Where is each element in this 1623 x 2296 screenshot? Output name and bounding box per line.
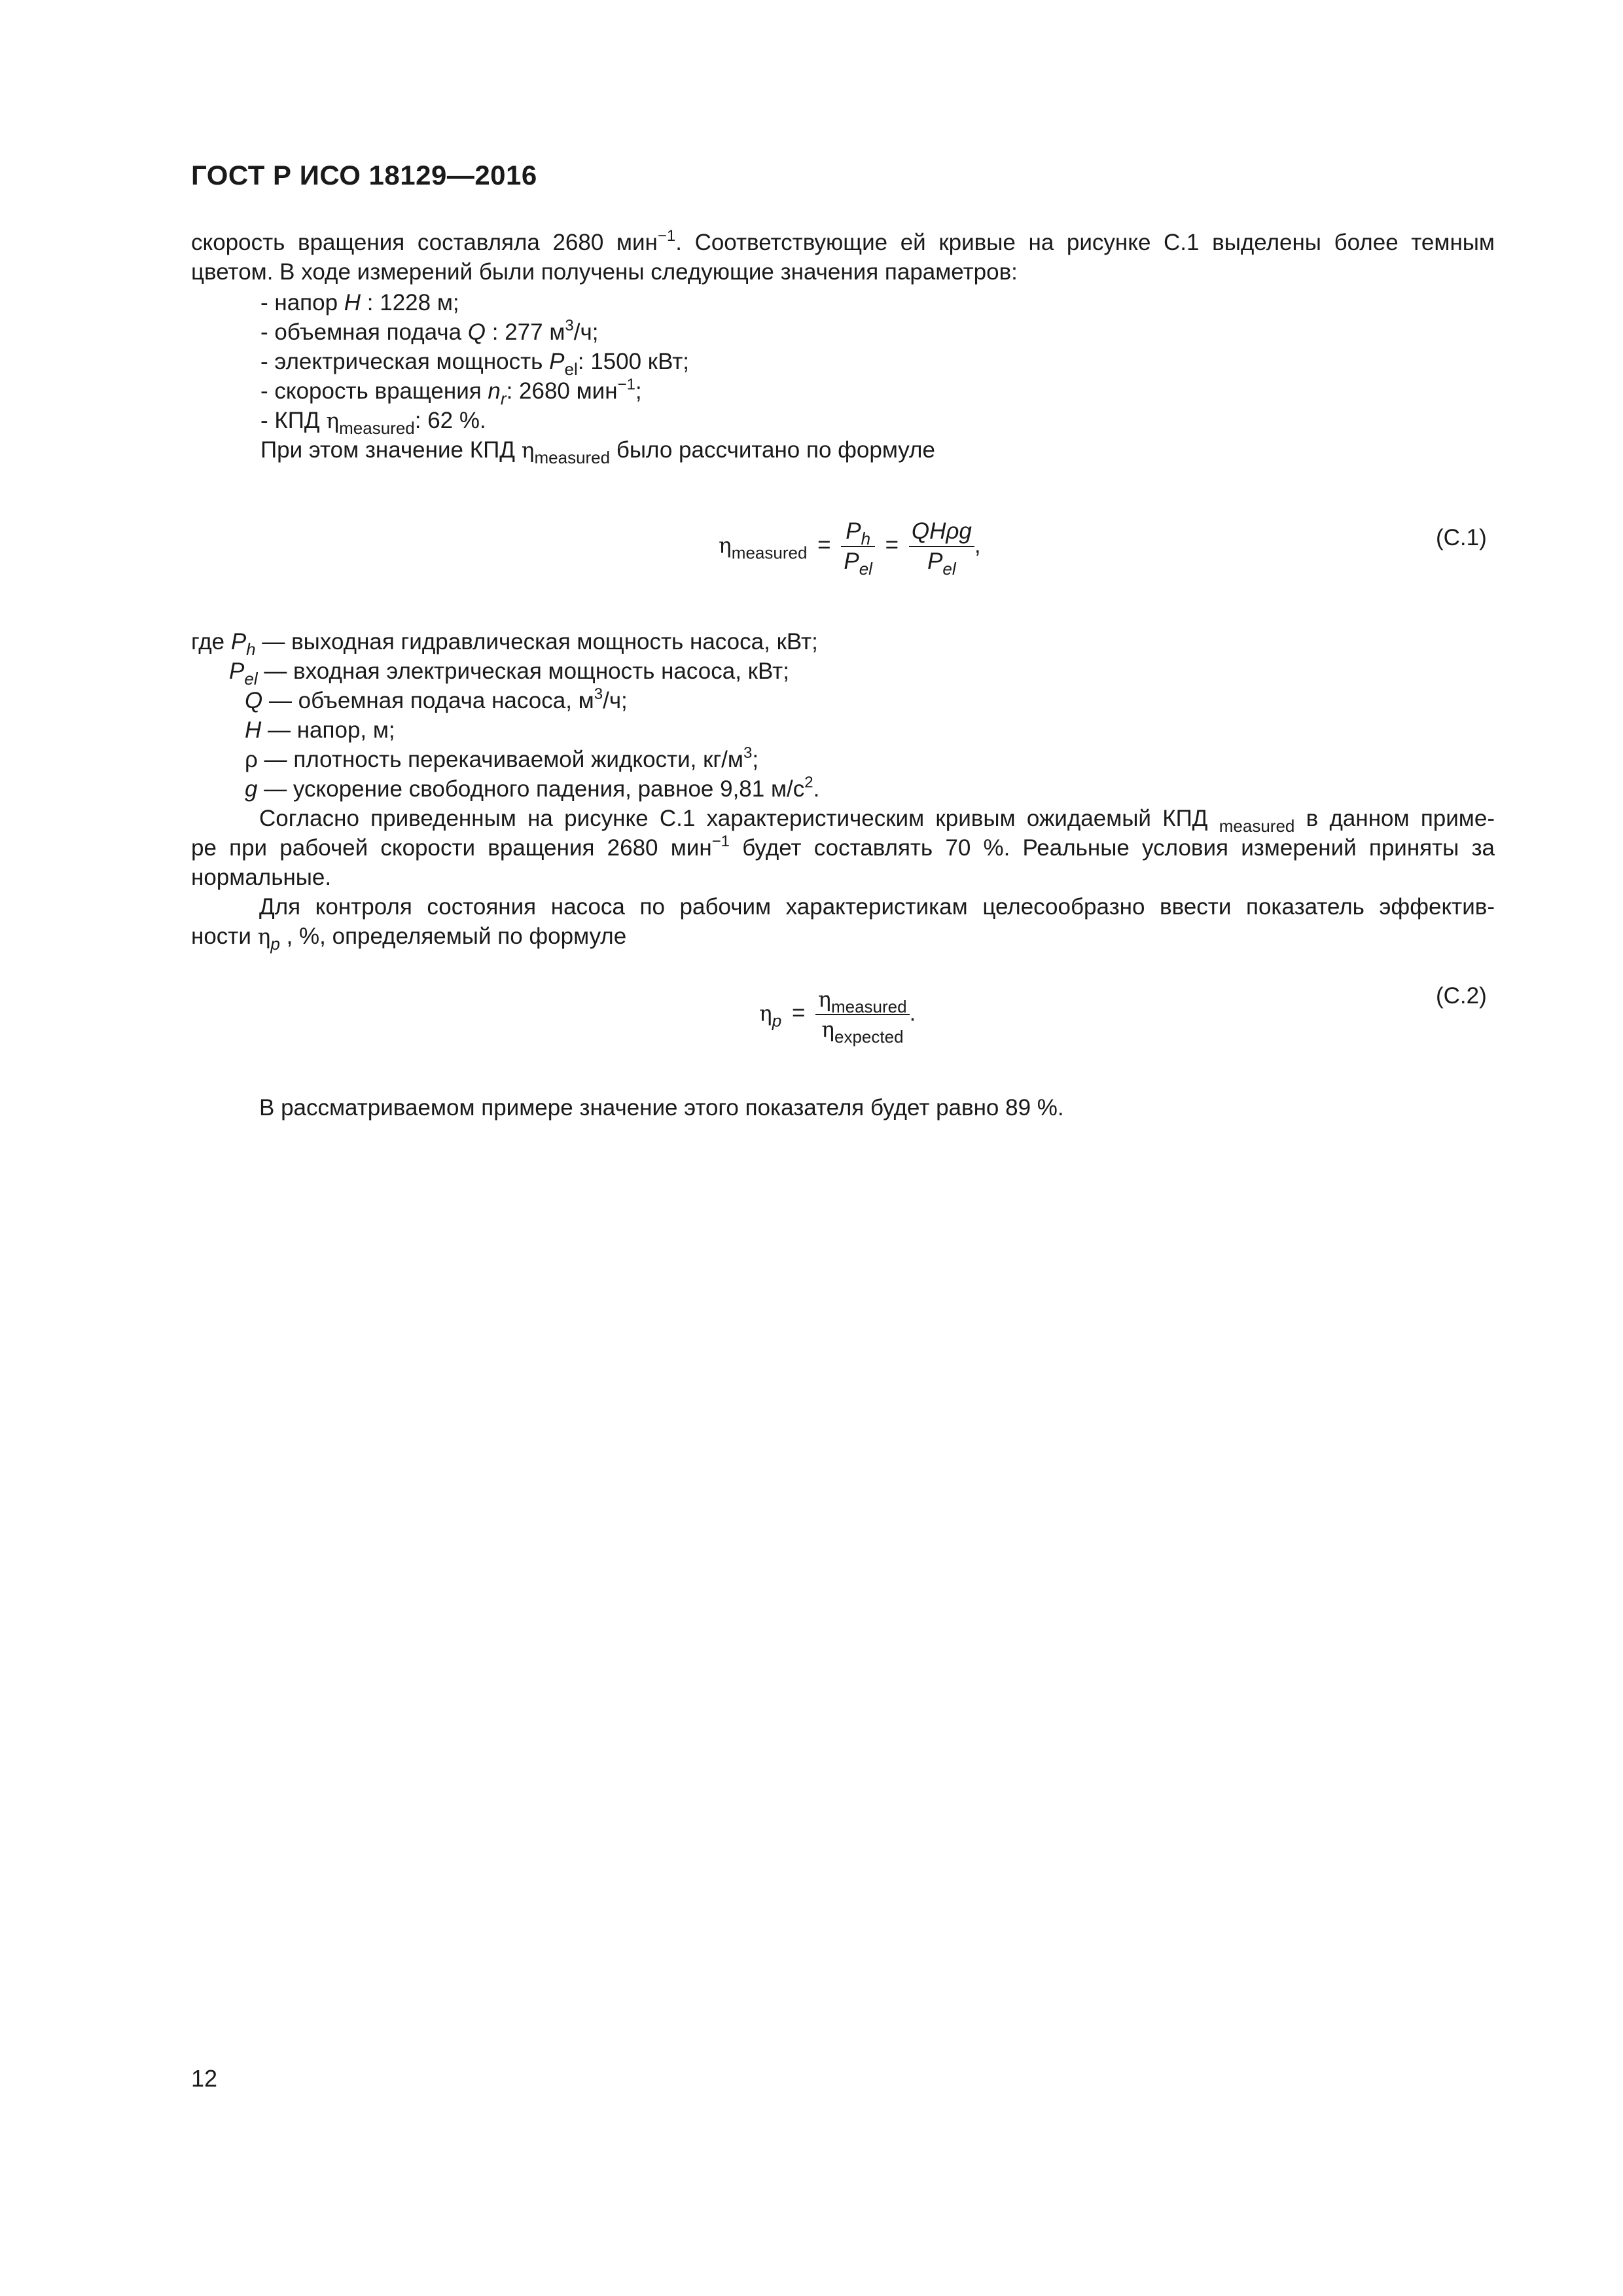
- list-item-efficiency: - КПД $\eta_{measured}$: 62 %.: [260, 408, 486, 438]
- conclusion-paragraph: В рассматриваемом примере значение этого показателя будет равно 89 %.: [259, 1095, 1064, 1121]
- where-w1: где $P_h$ — выходная гидравлическая мощность насоса, кВт;: [191, 629, 818, 659]
- para2-line-1: Согласно приведенным на рисунке С.1 характеристическим кривым ожидаемый КПД $_{measured}$ в данном приме-: [259, 806, 1495, 836]
- list-item-speed: - скорость вращения $n_r$: 2680 мин$^{-1}$;: [260, 376, 642, 408]
- formula-c1: $\eta_{measured}$ = $\frac{P_h}{P_{el}}$ = $\frac{\text{QHρg}}{P_{el}}$ ,: [719, 518, 981, 579]
- document-header: ГОСТ Р ИСО 18129—2016: [191, 160, 537, 190]
- parameter-list: [260, 288, 935, 465]
- where-w5: ρ — плотность перекачиваемой жидкости, $кг/м^3$;: [245, 744, 759, 772]
- fraction-ph-pel: $\frac{P_h}{P_{el}}$: [841, 517, 875, 576]
- expected-efficiency-paragraph: [191, 804, 1495, 892]
- equation-number-c1: (С.1): [1436, 525, 1487, 550]
- para3-line-2: ности $\eta_p$ , %, определяемый по формуле: [191, 924, 627, 954]
- calc-intro: При этом значение КПД $\eta_{measured}$ было рассчитано по формуле: [260, 437, 935, 467]
- para2-line-2: ре при рабочей скорости вращения 2680 мин$^{-1}$ будет составлять 70 %. Реальные условия измерений приняты за: [191, 833, 1495, 861]
- para2-line-3: нормальные.: [191, 865, 332, 890]
- efficiency-indicator-paragraph: [191, 892, 1495, 954]
- page-number: 12: [191, 2065, 218, 2092]
- list-item-flow: - объемная подача Q : 277 $м^3/ч$;: [260, 317, 599, 345]
- intro-line-2: цветом. В ходе измерений были получены следующие значения параметров:: [191, 259, 1018, 285]
- where-w4: H — напор, м;: [245, 717, 395, 743]
- intro-line-1: скорость вращения составляла 2680 мин$^{-1}$. Соответствующие ей кривые на рисунке С.1 выделены более темным: [191, 227, 1495, 255]
- where-w6: g — ускорение свободного падения, равное 9,81 $м/с^2$.: [245, 774, 820, 802]
- list-item-head: - напор H : 1228 м;: [260, 290, 459, 315]
- para3-line-1: Для контроля состояния насоса по рабочим характеристикам целесообразно ввести показатель эффектив-: [259, 894, 1495, 920]
- where-w3: Q — объемная подача насоса, $м^3/ч$;: [245, 685, 628, 713]
- equation-number-c2: (С.2): [1436, 983, 1487, 1009]
- intro-paragraph: [191, 228, 1495, 287]
- fraction-measured-expected: $\frac{\eta_{measured}}{\eta_{expected}}$: [815, 985, 909, 1044]
- fraction-qhrg-pel: $\frac{\text{QHρg}}{P_{el}}$: [909, 517, 974, 576]
- where-w2: $P_{el}$ — входная электрическая мощность насоса, кВт;: [229, 658, 789, 689]
- formula-c2: $\eta_p$ = $\frac{\eta_{measured}}{\eta_{expected}}$ .: [759, 986, 916, 1047]
- list-item-power: - электрическая мощность $P_{el}$: 1500 кВт;: [260, 349, 690, 379]
